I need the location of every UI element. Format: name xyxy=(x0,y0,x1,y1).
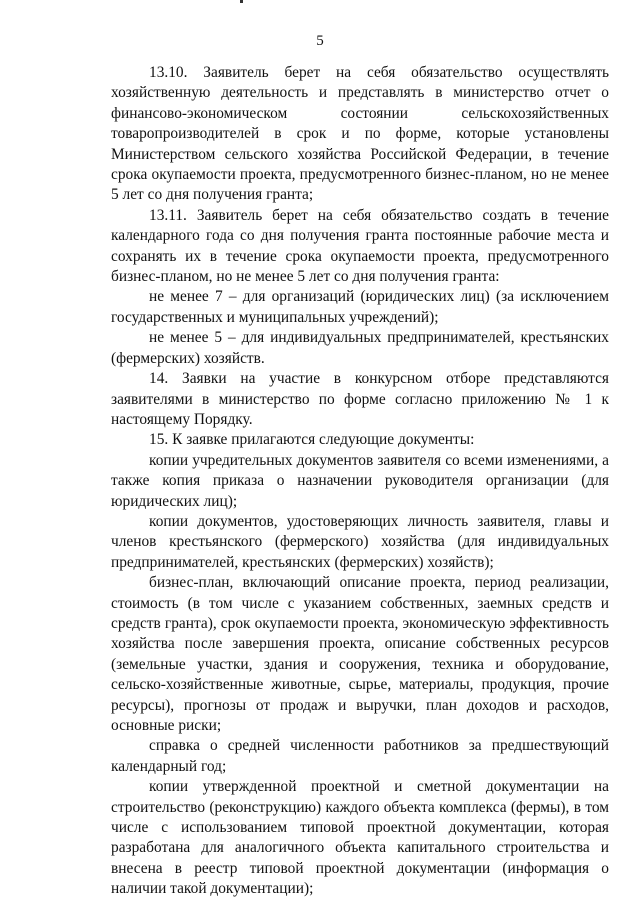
paragraph-13-10: 13.10. Заявитель берет на себя обязательство осуществлять хозяйственную деятельность и представлять в министерство отчет о финансово-экономическом состоянии сельскохозяйственных товаропроизводителей в срок и по форме, которые установлены Министерством сельского хозяйства Российской Федерации, в течение срока окупаемости проекта, предусмотренного бизнес-планом, но не менее 5 лет со дня получения гранта; xyxy=(111,64,609,204)
list-item-founding-documents: копии учредительных документов заявителя со всеми изменениями, а также копия приказа о назначении руководителя организации (для юридических лиц); xyxy=(111,451,609,510)
document-body xyxy=(111,63,609,900)
paragraph-15: 15. К заявке прилагаются следующие документы: xyxy=(149,431,475,449)
list-item-employee-certificate: справка о средней численности работников за предшествующий календарный год; xyxy=(111,737,609,775)
paragraph-entrepreneurs: не менее 5 – для индивидуальных предпринимателей, крестьянских (фермерских) хозяйств. xyxy=(111,329,609,367)
list-item-business-plan: бизнес-план, включающий описание проекта, период реализации, стоимость (в том числе с указанием собственных, заемных средств и средств гранта), срок окупаемости проекта, экономическую эффективность хозяйства после завершения проекта, описание собственных ресурсов (земельные участки, здания и сооружения, техника и оборудование, сельско-хозяйственные животные, сырье, материалы, продукция, прочие ресурсы), прогнозы от продаж и выручки, план доходов и расходов, основные риски; xyxy=(111,574,609,734)
page-number: 5 xyxy=(316,33,324,49)
list-item-project-documentation: копии утвержденной проектной и сметной документации на строительство (реконструкцию) каждого объекта комплекса (фермы), в том числе с использованием типовой проектной документации, которая разработана для аналогичного объекта капитального строительства и внесена в реестр типовой проектной документации (информация о наличии такой документации); xyxy=(111,778,609,898)
paragraph-13-11: 13.11. Заявитель берет на себя обязательство создать в течение календарного года со дня получения гранта постоянные рабочие места и сохранять их в течение срока окупаемости проекта, предусмотренного бизнес-планом, но не менее 5 лет со дня получения гранта: xyxy=(111,206,609,286)
scan-mark xyxy=(240,0,243,3)
paragraph-14: 14. Заявки на участие в конкурсном отборе представляются заявителями в министерство по форме согласно приложению № 1 к настоящему Порядку. xyxy=(111,370,609,428)
paragraph-organizations: не менее 7 – для организаций (юридических лиц) (за исключением государственных и муниципальных учреждений); xyxy=(111,288,609,326)
list-item-identity-documents: копии документов, удостоверяющих личность заявителя, главы и членов крестьянского (фермерского) хозяйства (для индивидуальных предпринимателей, крестьянских (фермерских) хозяйств); xyxy=(111,512,609,571)
